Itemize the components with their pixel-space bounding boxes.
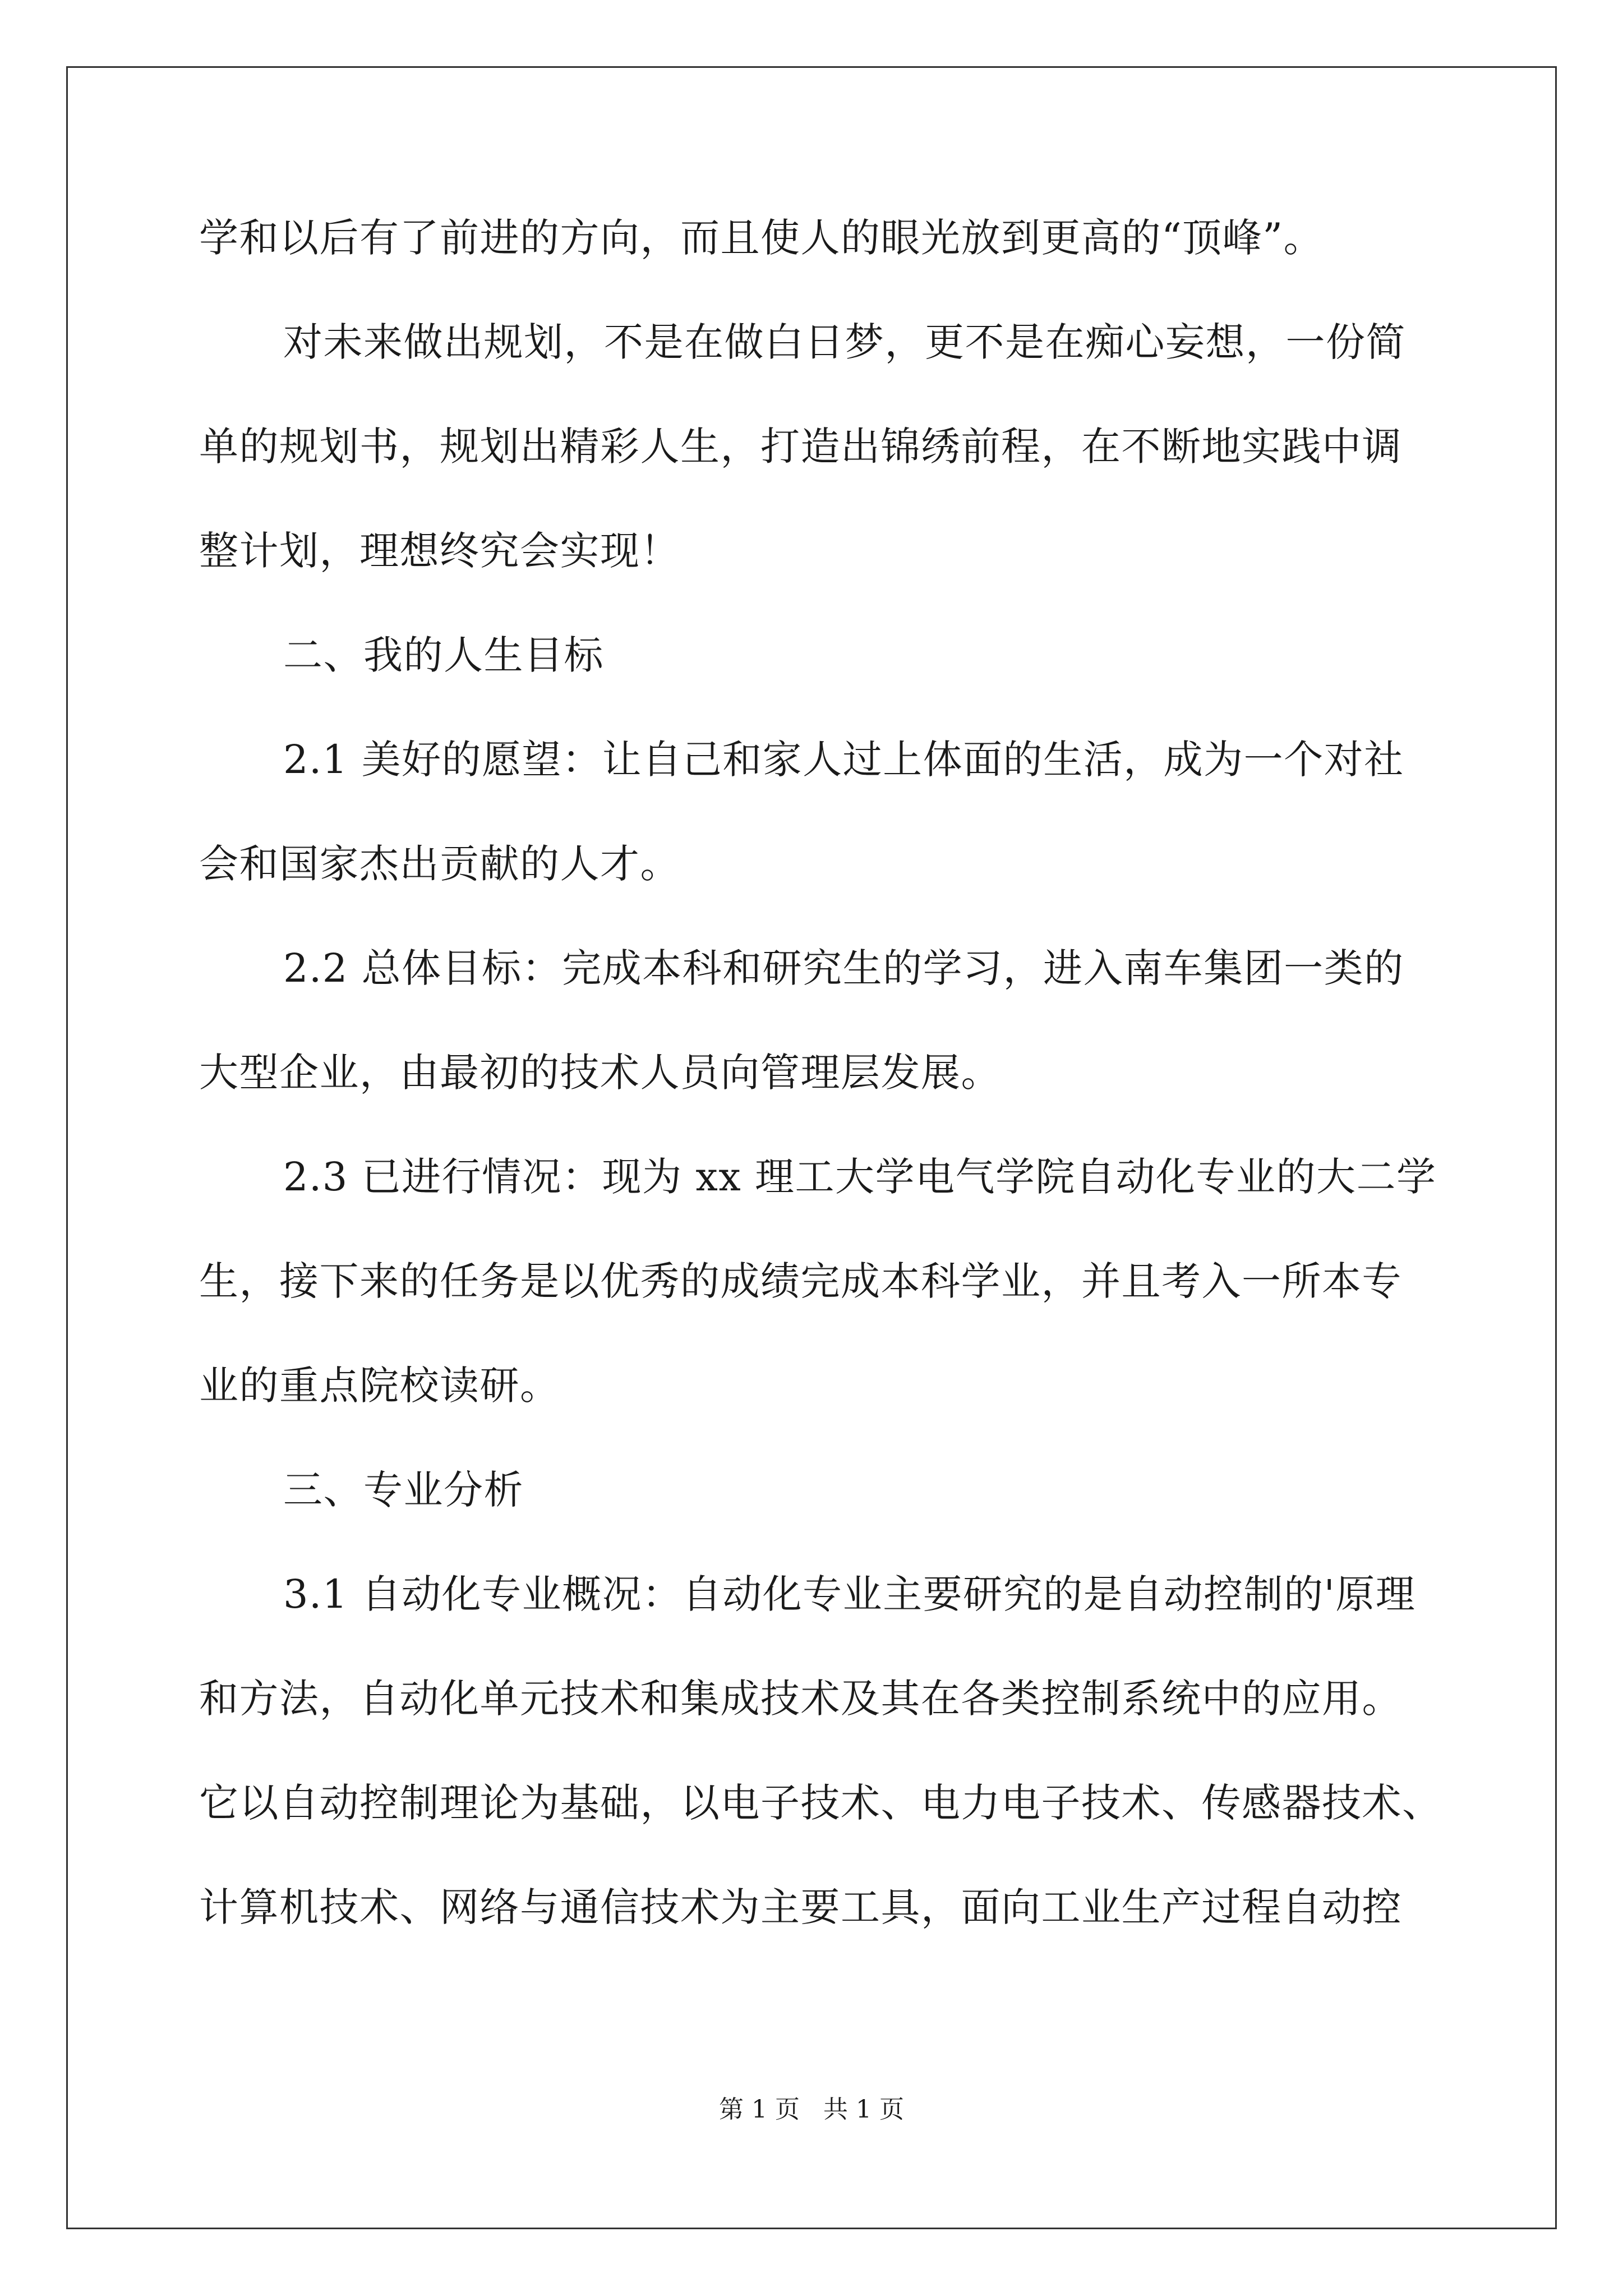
page-number-current: 第 1 页 [719, 2095, 800, 2124]
text-line: 2.1 美好的愿望：让自己和家人过上体面的生活，成为一个对社 [283, 737, 1404, 783]
text-line: 2.2 总体目标：完成本科和研究生的学习，进入南车集团一类的 [283, 945, 1404, 991]
text-line: 它以自动控制理论为基础，以电子技术、电力电子技术、传感器技术、 [199, 1780, 1442, 1826]
text-line: 整计划，理想终究会实现！ [199, 528, 680, 574]
section-heading: 二、我的人生目标 [283, 632, 604, 678]
text-line: 2.3 已进行情况：现为 xx 理工大学电气学院自动化专业的大二学 [283, 1154, 1437, 1200]
text-line: 大型企业，由最初的技术人员向管理层发展。 [199, 1050, 1001, 1096]
text-line: 业的重点院校读研。 [199, 1363, 560, 1409]
document-body [199, 215, 1442, 1991]
text-line: 和方法，自动化单元技术和集成技术及其在各类控制系统中的应用。 [199, 1676, 1402, 1722]
text-line: 单的规划书，规划出精彩人生，打造出锦绣前程，在不断地实践中调 [199, 424, 1402, 470]
text-line: 对未来做出规划，不是在做白日梦，更不是在痴心妄想，一份简 [283, 319, 1406, 365]
text-line: 计算机技术、网络与通信技术为主要工具，面向工业生产过程自动控 [199, 1884, 1402, 1930]
text-line: 学和以后有了前进的方向，而且使人的眼光放到更高的“顶峰”。 [199, 215, 1324, 261]
text-line: 3.1 自动化专业概况：自动化专业主要研究的是自动控制的'原理 [283, 1571, 1416, 1617]
text-line: 会和国家杰出贡献的人才。 [199, 841, 680, 887]
page-number-total: 共 1 页 [823, 2095, 904, 2124]
text-line: 生，接下来的任务是以优秀的成绩完成本科学业，并且考入一所本专 [199, 1258, 1402, 1304]
section-heading: 三、专业分析 [283, 1467, 524, 1513]
page-footer [0, 2096, 1623, 2124]
